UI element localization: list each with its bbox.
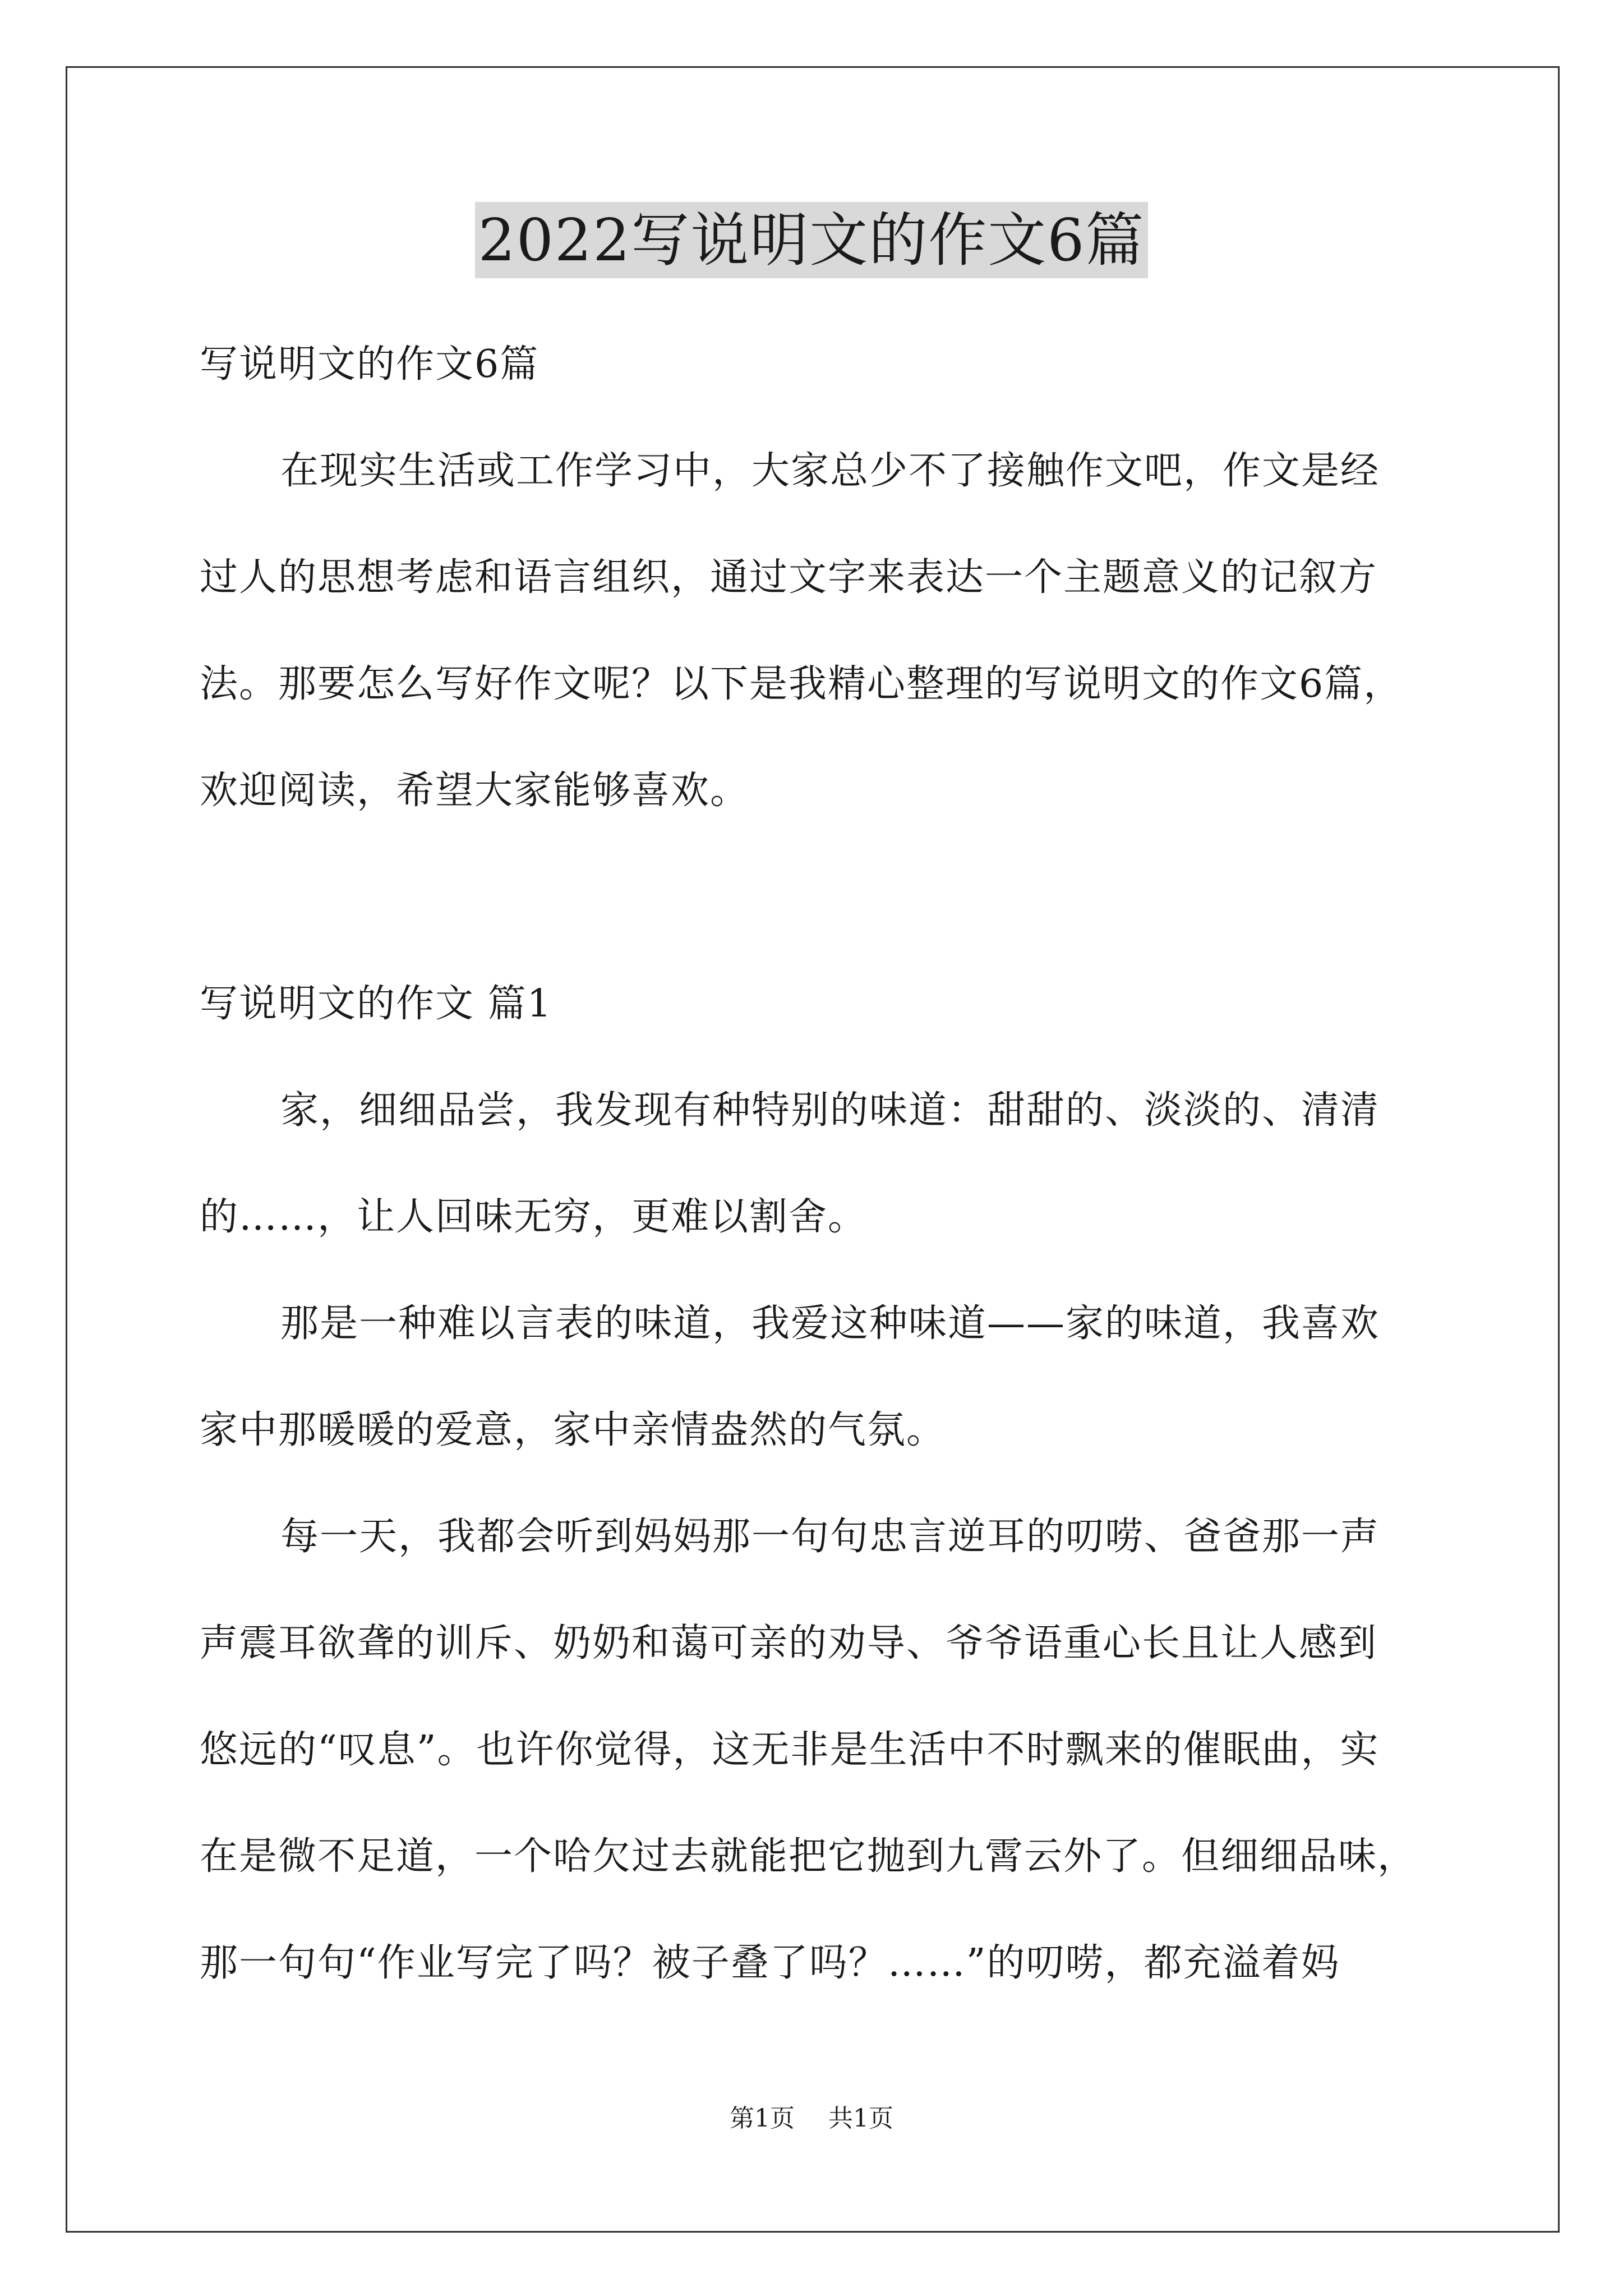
para1-line-2: 的……，让人回味无穷，更难以割舍。 xyxy=(200,1195,868,1239)
page-number: 第1页 xyxy=(730,2104,795,2133)
intro-line-3: 法。那要怎么写好作文呢？以下是我精心整理的写说明文的作文6篇， xyxy=(200,662,1403,706)
para3-line-4: 在是微不足道，一个哈欠过去就能把它抛到九霄云外了。但细细品味， xyxy=(200,1834,1417,1879)
title-container xyxy=(0,202,1623,278)
document-body xyxy=(200,311,1428,2017)
para3-line-3: 悠远的“叹息”。也许你觉得，这无非是生活中不时飘来的催眠曲，实 xyxy=(200,1728,1380,1772)
section-heading-1: 写说明文的作文 篇1 xyxy=(200,982,552,1026)
para3-line-2: 声震耳欲聋的训斥、奶奶和蔼可亲的劝导、爷爷语重心长且让人感到 xyxy=(200,1621,1378,1665)
subtitle: 写说明文的作文6篇 xyxy=(200,342,540,386)
page-total: 共1页 xyxy=(828,2104,893,2133)
intro-line-1: 在现实生活或工作学习中，大家总少不了接触作文吧，作文是经 xyxy=(280,449,1380,493)
para3-line-1: 每一天，我都会听到妈妈那一句句忠言逆耳的叨唠、爸爸那一声 xyxy=(280,1515,1380,1559)
intro-line-4: 欢迎阅读，希望大家能够喜欢。 xyxy=(200,769,750,813)
para1-line-1: 家，细细品尝，我发现有种特别的味道：甜甜的、淡淡的、清清 xyxy=(280,1088,1380,1133)
page-footer xyxy=(0,2098,1623,2134)
para2-line-1: 那是一种难以言表的味道，我爱这种味道——家的味道，我喜欢 xyxy=(280,1301,1380,1346)
para3-line-5: 那一句句“作业写完了吗？被子叠了吗？……”的叨唠，都充溢着妈 xyxy=(200,1941,1340,1985)
document-title: 2022写说明文的作文6篇 xyxy=(475,202,1149,278)
intro-line-2: 过人的思想考虑和语言组织，通过文字来表达一个主题意义的记叙方 xyxy=(200,555,1378,600)
para2-line-2: 家中那暖暖的爱意，家中亲情盎然的气氛。 xyxy=(200,1408,946,1452)
